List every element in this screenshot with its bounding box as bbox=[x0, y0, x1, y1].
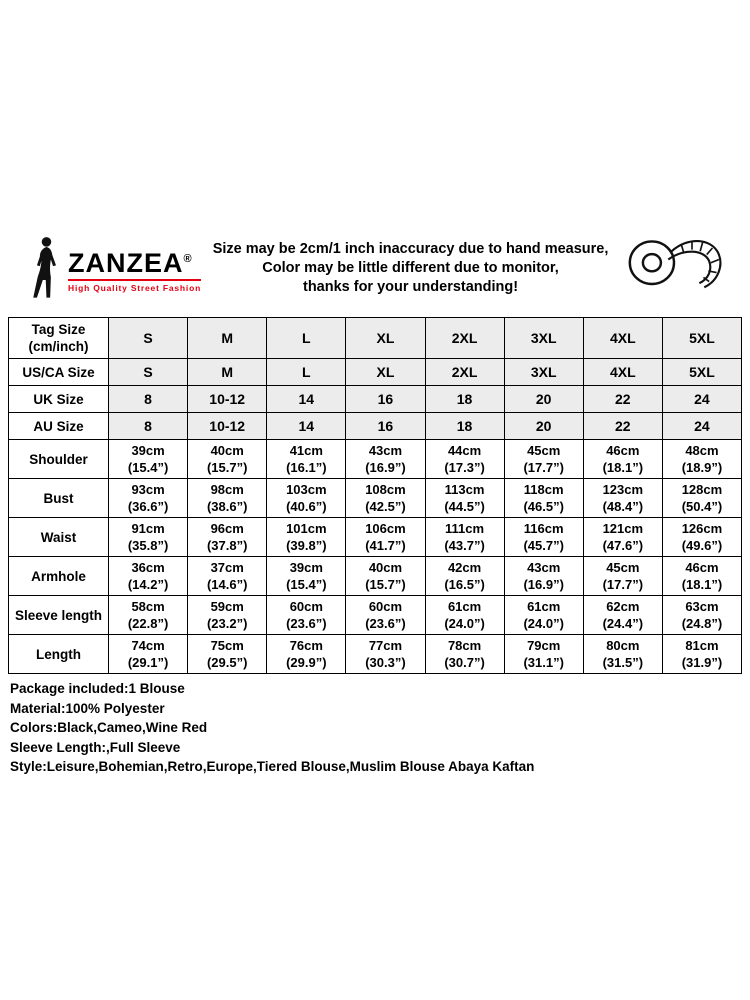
table-cell: M bbox=[188, 318, 267, 359]
measuring-tape-icon bbox=[620, 230, 728, 307]
table-cell: 4XL bbox=[583, 359, 662, 386]
table-cell: 45cm (17.7”) bbox=[504, 440, 583, 479]
table-cell: 20 bbox=[504, 413, 583, 440]
brand-text bbox=[68, 245, 201, 293]
table-cell: 75cm (29.5”) bbox=[188, 635, 267, 674]
table-cell: 93cm (36.6”) bbox=[109, 479, 188, 518]
product-info-line: Sleeve Length:,Full Sleeve bbox=[10, 739, 181, 755]
table-cell: 118cm (46.5”) bbox=[504, 479, 583, 518]
row-label: Tag Size (cm/inch) bbox=[9, 318, 109, 359]
table-cell: 43cm (16.9”) bbox=[346, 440, 425, 479]
woman-silhouette-icon bbox=[28, 236, 62, 302]
table-cell: 79cm (31.1”) bbox=[504, 635, 583, 674]
table-cell: 24 bbox=[662, 386, 741, 413]
size-table-body bbox=[9, 318, 742, 674]
table-cell: L bbox=[267, 359, 346, 386]
table-cell: 108cm (42.5”) bbox=[346, 479, 425, 518]
table-cell: 40cm (15.7”) bbox=[346, 557, 425, 596]
registered-mark: ® bbox=[183, 252, 193, 265]
product-info-line: Style:Leisure,Bohemian,Retro,Europe,Tiered Blouse,Muslim Blouse Abaya Kaftan bbox=[10, 759, 535, 774]
table-cell: 96cm (37.8”) bbox=[188, 518, 267, 557]
table-cell: 37cm (14.6”) bbox=[188, 557, 267, 596]
product-info-line: Package included:1 Blouse bbox=[10, 681, 185, 696]
table-row bbox=[9, 413, 742, 440]
table-cell: 4XL bbox=[583, 318, 662, 359]
table-cell: 76cm (29.9”) bbox=[267, 635, 346, 674]
table-cell: 41cm (16.1”) bbox=[267, 440, 346, 479]
table-cell: 80cm (31.5”) bbox=[583, 635, 662, 674]
table-cell: 77cm (30.3”) bbox=[346, 635, 425, 674]
table-cell: 60cm (23.6”) bbox=[346, 596, 425, 635]
table-cell: 10-12 bbox=[188, 386, 267, 413]
table-cell: 16 bbox=[346, 386, 425, 413]
table-cell: S bbox=[109, 318, 188, 359]
table-cell: 2XL bbox=[425, 318, 504, 359]
table-row bbox=[9, 318, 742, 359]
table-cell: 40cm (15.7”) bbox=[188, 440, 267, 479]
table-cell: S bbox=[109, 359, 188, 386]
table-cell: 39cm (15.4”) bbox=[109, 440, 188, 479]
table-cell: 46cm (18.1”) bbox=[583, 440, 662, 479]
table-cell: 43cm (16.9”) bbox=[504, 557, 583, 596]
header bbox=[8, 230, 742, 307]
table-cell: 18 bbox=[425, 386, 504, 413]
table-cell: 36cm (14.2”) bbox=[109, 557, 188, 596]
table-row bbox=[9, 440, 742, 479]
table-cell: 5XL bbox=[662, 318, 741, 359]
row-label: US/CA Size bbox=[9, 359, 109, 386]
table-cell: 46cm (18.1”) bbox=[662, 557, 741, 596]
table-cell: 60cm (23.6”) bbox=[267, 596, 346, 635]
table-cell: 20 bbox=[504, 386, 583, 413]
table-cell: 123cm (48.4”) bbox=[583, 479, 662, 518]
row-label: UK Size bbox=[9, 386, 109, 413]
table-cell: 3XL bbox=[504, 318, 583, 359]
table-cell: XL bbox=[346, 318, 425, 359]
table-cell: 126cm (49.6”) bbox=[662, 518, 741, 557]
table-cell: 8 bbox=[109, 386, 188, 413]
table-cell: 48cm (18.9”) bbox=[662, 440, 741, 479]
table-cell: 58cm (22.8”) bbox=[109, 596, 188, 635]
table-cell: 106cm (41.7”) bbox=[346, 518, 425, 557]
table-cell: 91cm (35.8”) bbox=[109, 518, 188, 557]
row-label: Bust bbox=[9, 479, 109, 518]
row-label: Shoulder bbox=[9, 440, 109, 479]
table-cell: 98cm (38.6”) bbox=[188, 479, 267, 518]
table-row bbox=[9, 386, 742, 413]
table-cell: 22 bbox=[583, 413, 662, 440]
table-cell: 10-12 bbox=[188, 413, 267, 440]
table-cell: 61cm (24.0”) bbox=[425, 596, 504, 635]
table-cell: 44cm (17.3”) bbox=[425, 440, 504, 479]
table-cell: 3XL bbox=[504, 359, 583, 386]
disclaimer-line-2: Color may be little different due to monitor, bbox=[262, 260, 559, 276]
row-label: Length bbox=[9, 635, 109, 674]
table-cell: 5XL bbox=[662, 359, 741, 386]
brand-tagline: High Quality Street Fashion bbox=[68, 279, 201, 293]
table-cell: 121cm (47.6”) bbox=[583, 518, 662, 557]
table-cell: 39cm (15.4”) bbox=[267, 557, 346, 596]
table-cell: 42cm (16.5”) bbox=[425, 557, 504, 596]
table-cell: 116cm (45.7”) bbox=[504, 518, 583, 557]
row-label: AU Size bbox=[9, 413, 109, 440]
table-cell: 59cm (23.2”) bbox=[188, 596, 267, 635]
brand-logo bbox=[28, 236, 201, 302]
table-cell: M bbox=[188, 359, 267, 386]
table-cell: 8 bbox=[109, 413, 188, 440]
product-info-line: Colors:Black,Cameo,Wine Red bbox=[10, 720, 208, 735]
table-cell: 22 bbox=[583, 386, 662, 413]
table-cell: 113cm (44.5”) bbox=[425, 479, 504, 518]
table-cell: 81cm (31.9”) bbox=[662, 635, 741, 674]
product-info-line: Material:100% Polyester bbox=[10, 700, 165, 716]
brand-name: ZANZEA® bbox=[68, 247, 193, 278]
disclaimer-line-1: Size may be 2cm/1 inch inaccuracy due to hand measure, bbox=[212, 241, 609, 257]
table-cell: 18 bbox=[425, 413, 504, 440]
row-label: Sleeve length bbox=[9, 596, 109, 635]
disclaimer-text bbox=[201, 240, 620, 297]
table-cell: 78cm (30.7”) bbox=[425, 635, 504, 674]
table-row bbox=[9, 596, 742, 635]
table-cell: 74cm (29.1”) bbox=[109, 635, 188, 674]
table-cell: 128cm (50.4”) bbox=[662, 479, 741, 518]
table-cell: 24 bbox=[662, 413, 741, 440]
row-label: Armhole bbox=[9, 557, 109, 596]
table-row bbox=[9, 557, 742, 596]
table-cell: 101cm (39.8”) bbox=[267, 518, 346, 557]
size-chart-table bbox=[8, 317, 742, 674]
table-cell: 61cm (24.0”) bbox=[504, 596, 583, 635]
table-cell: 16 bbox=[346, 413, 425, 440]
row-label: Waist bbox=[9, 518, 109, 557]
product-info bbox=[8, 679, 742, 777]
table-cell: 14 bbox=[267, 386, 346, 413]
table-cell: 63cm (24.8”) bbox=[662, 596, 741, 635]
table-row bbox=[9, 518, 742, 557]
disclaimer-line-3: thanks for your understanding! bbox=[302, 279, 519, 295]
table-row bbox=[9, 479, 742, 518]
table-cell: 45cm (17.7”) bbox=[583, 557, 662, 596]
table-row bbox=[9, 359, 742, 386]
table-row bbox=[9, 635, 742, 674]
table-cell: 2XL bbox=[425, 359, 504, 386]
table-cell: L bbox=[267, 318, 346, 359]
table-cell: 62cm (24.4”) bbox=[583, 596, 662, 635]
table-cell: 111cm (43.7”) bbox=[425, 518, 504, 557]
table-cell: 14 bbox=[267, 413, 346, 440]
table-cell: XL bbox=[346, 359, 425, 386]
table-cell: 103cm (40.6”) bbox=[267, 479, 346, 518]
